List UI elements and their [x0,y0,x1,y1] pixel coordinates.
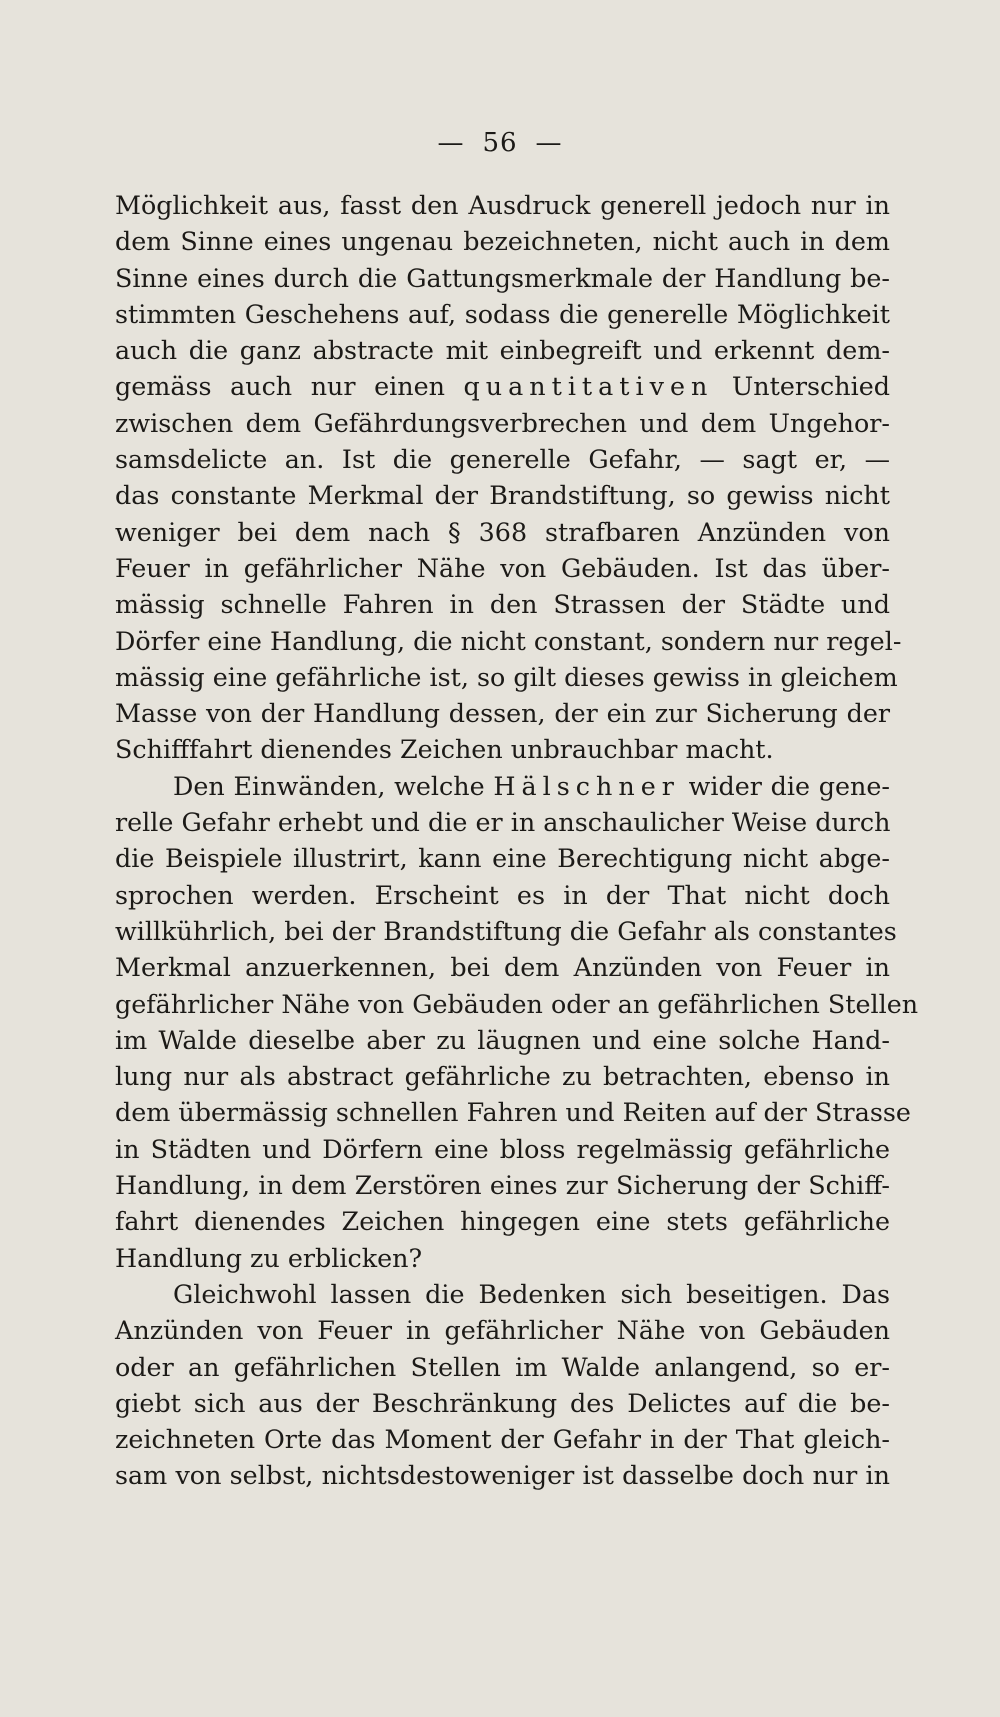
text-line: mässig schnelle Fahren in den Strassen der Städte und [115,589,890,620]
text-segment: Unterschied [713,371,890,402]
text-line: Sinne eines durch die Gattungsmerkmale der Handlung be- [115,262,890,293]
text-line: fahrt dienendes Zeichen hingegen eine stets gefährliche [115,1206,890,1237]
text-line: Dörfer eine Handlung, die nicht constant, sondern nur regel- [115,625,902,656]
text-line: oder an gefährlichen Stellen im Walde anlangend, so er- [115,1351,890,1382]
text-line: relle Gefahr erhebt und die er in anschaulicher Weise durch [115,807,891,838]
text-line: gefährlicher Nähe von Gebäuden oder an gefährlichen Stellen [115,988,919,1019]
text-line: stimmten Geschehens auf, sodass die generelle Möglichkeit [115,298,890,329]
text-line: in Städten und Dörfern eine bloss regelmässig gefährliche [115,1133,890,1164]
paragraph-2 [115,768,919,1276]
body-text [115,187,919,1494]
text-line: Gleichwohl lassen die Bedenken sich beseitigen. Das [173,1278,890,1309]
text-line-with-spaced-word [115,768,890,804]
text-line: Feuer in gefährlicher Nähe von Gebäuden. Ist das über- [115,552,890,583]
text-line: Masse von der Handlung dessen, der ein zur Sicherung der [115,698,890,729]
text-segment: wider die gene- [679,770,890,801]
text-line: das constante Merkmal der Brandstiftung, so gewiss nicht [115,480,890,511]
page-number: 56 [482,128,518,158]
text-line: Merkmal anzuerkennen, bei dem Anzünden von Feuer in [115,952,890,983]
text-line: Handlung, in dem Zerstören eines zur Sicherung der Schiff- [115,1170,890,1201]
text-line: Handlung zu erblicken? [115,1242,423,1273]
text-line: Anzünden von Feuer in gefährlicher Nähe von Gebäuden [115,1315,890,1346]
text-segment: gemäss auch nur einen [115,371,464,402]
emphasized-name: Hälschner [493,770,680,801]
text-line: sprochen werden. Erscheint es in der That nicht doch [115,879,890,910]
text-line: lung nur als abstract gefährliche zu betrachten, ebenso in [115,1061,890,1092]
page-number-header [0,128,1000,158]
text-line: weniger bei dem nach § 368 strafbaren Anzünden von [115,516,890,547]
text-line: zeichneten Orte das Moment der Gefahr in der That gleich- [115,1424,890,1455]
text-line: willkührlich, bei der Brandstiftung die Gefahr als constantes [115,915,897,946]
text-line: samsdelicte an. Ist die generelle Gefahr, — sagt er, — [115,444,890,475]
text-line: mässig eine gefährliche ist, so gilt dieses gewiss in gleichem [115,661,898,692]
paragraph-1 [115,187,902,768]
text-line: giebt sich aus der Beschränkung des Delictes auf die be- [115,1387,890,1418]
emphasized-word: quantitativen [463,371,714,402]
text-segment: Den Einwänden, welche [173,770,494,801]
text-line: dem Sinne eines ungenau bezeichneten, nicht auch in dem [115,226,890,257]
text-line: dem übermässig schnellen Fahren und Reiten auf der Strasse [115,1097,911,1128]
dash-left: — [437,128,465,158]
text-line: auch die ganz abstracte mit einbegreift und erkennt dem- [115,335,890,366]
text-line: die Beispiele illustrirt, kann eine Berechtigung nicht abge- [115,843,890,874]
text-line-with-spaced-word [115,368,890,404]
paragraph-3 [115,1276,890,1494]
text-line: zwischen dem Gefährdungsverbrechen und dem Ungehor- [115,407,890,438]
text-line: Schifffahrt dienendes Zeichen unbrauchbar macht. [115,734,774,765]
dash-right: — [535,128,563,158]
text-line: im Walde dieselbe aber zu läugnen und eine solche Hand- [115,1024,890,1055]
text-line: Möglichkeit aus, fasst den Ausdruck generell jedoch nur in [115,190,890,220]
text-line: sam von selbst, nichtsdestoweniger ist dasselbe doch nur in [115,1460,890,1491]
